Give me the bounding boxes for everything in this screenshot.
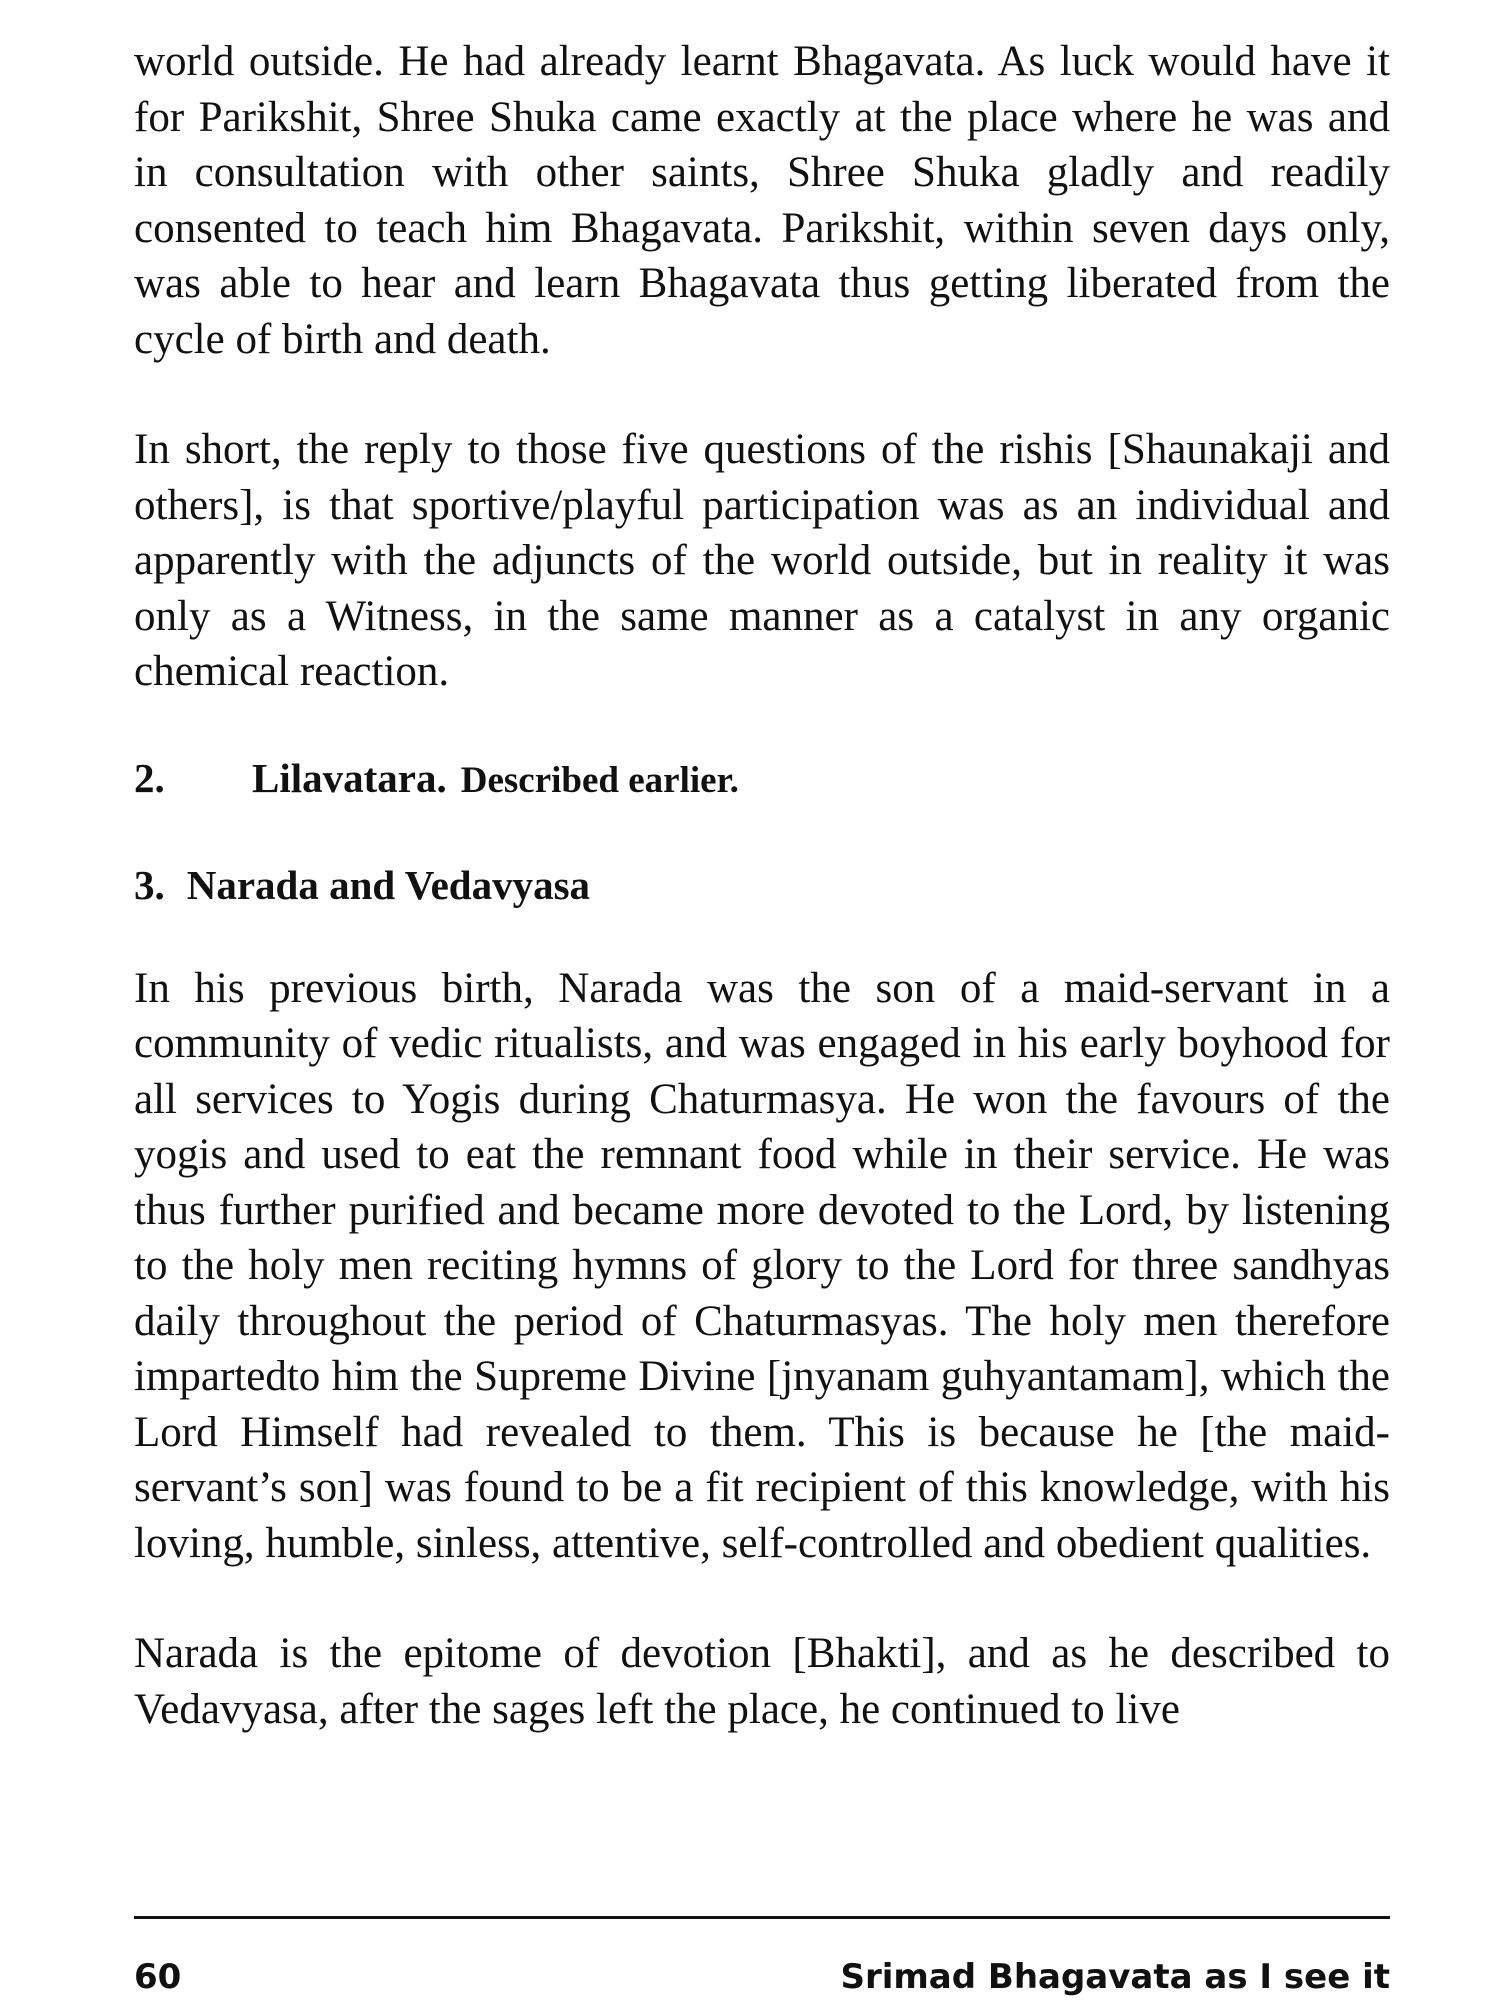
paragraph-narada-birth: In his previous birth, Narada was the son of a maid-servant in a community of vedic ritualists, and was engaged in his early boyhood for all services to Yogis during Chaturmasya. He won the favours of the yogis and used to eat the remnant food while in their service. He was thus further purified and became more devoted to the Lord, by listening to the holy men reciting hymns of glory to the Lord for three sandhyas daily throughout the period of Chaturmasyas. The holy men therefore impartedto him the Supreme Divine [jnyanam guhyantamam], which the Lord Himself had revealed to them. This is because he [the maid-servant’s son] was found to be a fit recipient of this knowledge, with his loving, humble, sinless, attentive, self-controlled and obedient qualities.: [134, 964, 1390, 1567]
footer-divider: [134, 1916, 1390, 1919]
paragraph-narada-devotion: Narada is the epitome of devotion [Bhakti], and as he described to Vedavyasa, after the sages left the place, he continued to live: [134, 1630, 1390, 1733]
page-number: 60: [134, 1957, 182, 1997]
paragraph-parikshit: world outside. He had already learnt Bhagavata. As luck would have it for Parikshit, Shree Shuka came exactly at the place where he was and in consultation with other saints, Shree Shuka gladly and readily consented to teach him Bhagavata. Parikshit, within seven days only, was able to hear and learn Bhagavata thus getting liberated from the cycle of birth and death.: [134, 38, 1390, 363]
section-heading-narada: [134, 859, 1390, 911]
paragraph-rishis-reply: In short, the reply to those five questions of the rishis [Shaunakaji and others], is that sportive/playful participation was as an individual and apparently with the adjuncts of the world outside, but in reality it was only as a Witness, in the same manner as a catalyst in any organic chemical reaction.: [134, 426, 1390, 695]
section-description: Described earlier.: [460, 759, 739, 801]
page-body: [134, 34, 1390, 1737]
section-title: Lilavatara.: [252, 754, 447, 801]
section-title: Narada and Vedavyasa: [186, 861, 591, 908]
section-number: 3.: [134, 861, 165, 908]
running-title: Srimad Bhagavata as I see it: [840, 1957, 1390, 1997]
section-heading-lilavatara: [134, 752, 1390, 807]
page-footer: [134, 1957, 1390, 1997]
section-number: 2.: [134, 754, 165, 801]
